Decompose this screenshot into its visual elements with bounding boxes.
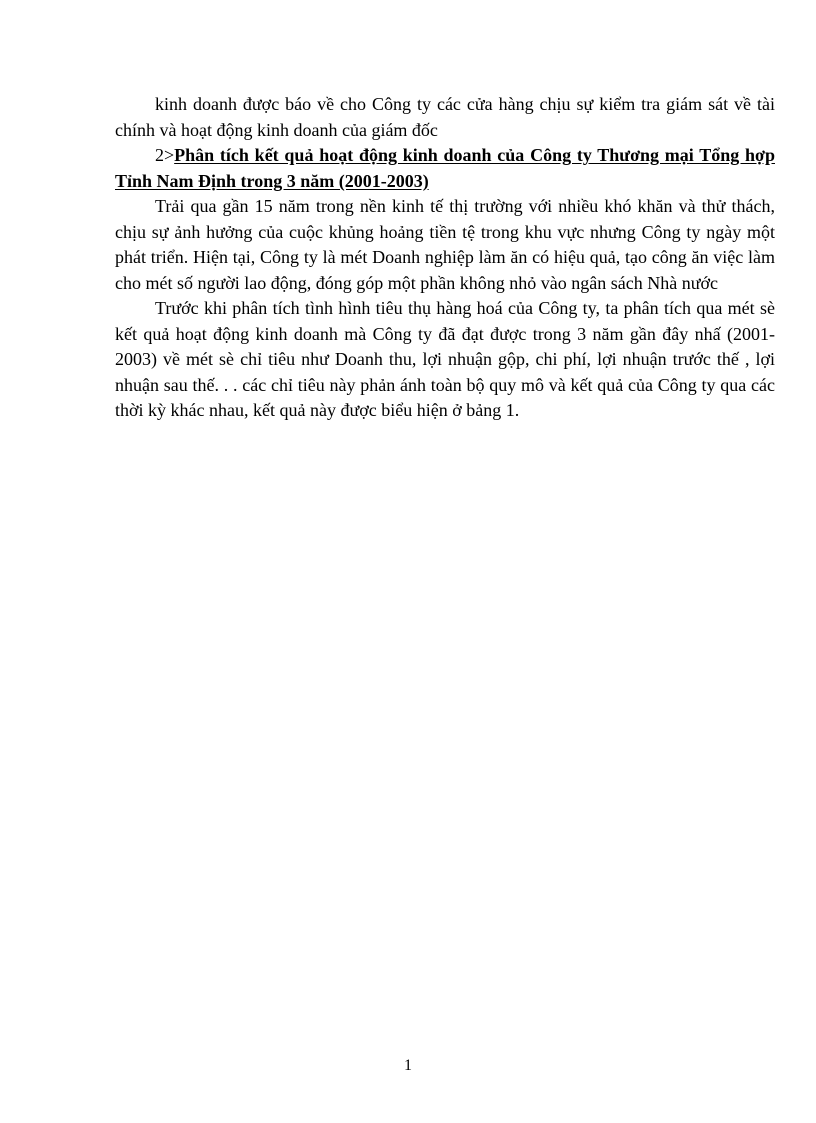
page-content bbox=[115, 92, 775, 424]
paragraph-body-1: Trải qua gần 15 năm trong nền kinh tế thị trường với nhiều khó khăn và thử thách, chịu sự ảnh hưởng của cuộc khủng hoảng tiền tệ trong khu vực nhưng Công ty ngày một phát triển. Hiện tại, Công ty là mét Doanh nghiệp làm ăn có hiệu quả, tạo công ăn việc làm cho mét số người lao động, đóng góp một phần không nhỏ vào ngân sách Nhà nước bbox=[115, 196, 775, 293]
paragraph-intro-continuation: kinh doanh được báo về cho Công ty các cửa hàng chịu sự kiểm tra giám sát về tài chính và hoạt động kinh doanh của giám đốc bbox=[115, 94, 775, 140]
section-heading: Phân tích kết quả hoạt động kinh doanh của Công ty Thương mại Tổng hợp Tỉnh Nam Định trong 3 năm (2001-2003) bbox=[115, 145, 775, 191]
section-heading-paragraph bbox=[115, 143, 775, 194]
paragraph-body-2: Trước khi phân tích tình hình tiêu thụ hàng hoá của Công ty, ta phân tích qua mét sè kết quả hoạt động kinh doanh mà Công ty đã đạt được trong 3 năm gần đây nhấ (2001-2003) về mét sè chỉ tiêu như Doanh thu, lợi nhuận gộp, chi phí, lợi nhuận trước thế , lợi nhuận sau thế. . . các chỉ tiêu này phản ánh toàn bộ quy mô và kết quả của Công ty qua các thời kỳ khác nhau, kết quả này được biểu hiện ở bảng 1. bbox=[115, 298, 775, 420]
page-number: 1 bbox=[404, 1057, 412, 1074]
section-number: 2> bbox=[155, 145, 175, 165]
